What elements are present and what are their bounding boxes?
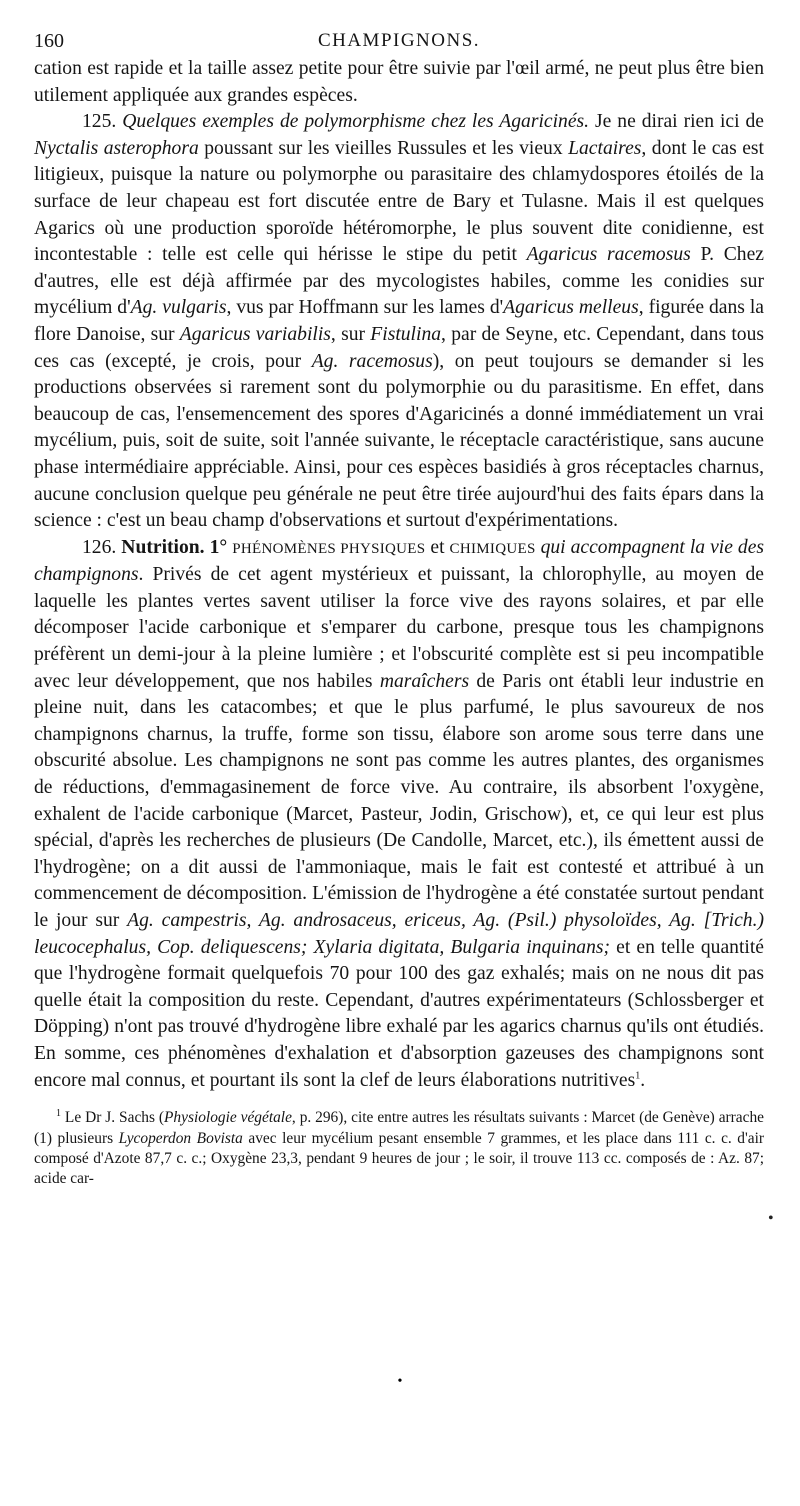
- body-text: [34, 56, 764, 1094]
- section-number: 126.: [82, 536, 117, 558]
- footnotes: [34, 1108, 764, 1190]
- footnote-mark: 1: [56, 1108, 61, 1120]
- page-header: [34, 20, 764, 56]
- section-heading: Nutrition.: [121, 536, 205, 558]
- paragraph-continuation: cation est rapide et la taille assez petite pour être suivie par l'œil armé, ne peut plus être bien utilement appliquée aux grandes espèces.: [34, 58, 764, 106]
- document-page: [34, 20, 764, 1190]
- page-ornament: •: [397, 1374, 403, 1389]
- footnote-separator: [34, 1094, 764, 1108]
- page-number: 160: [34, 30, 64, 52]
- footnote-1: $^1$ Le Dr J. Sachs (Physiologie végétale, p. 296), cite entre autres les résultats suivants : Marcet (de Genève) arrache (1) plusieurs Lycoperdon Bovista avec leur mycélium pesant ensemble 7 grammes, et les place dans 111 c. c. d'air composé d'Azote 87,7 c. c.; Oxygène 23,3, pendant 9 heures de jour ; le soir, il trouve 113 cc. composés de : Az. 87; acide car-: [34, 1108, 764, 1188]
- section-heading: Quelques exemples de polymorphisme chez les Agaricinés.: [122, 111, 590, 133]
- running-title: CHAMPIGNONS.: [317, 30, 481, 51]
- margin-mark: •: [768, 1210, 774, 1227]
- paragraph-126: 126. Nutrition. 1° PHÉNOMÈNES PHYSIQUES et CHIMIQUES qui accompagnent la vie des champignons. Privés de cet agent mystérieux et puissant, la chlorophylle, au moyen de laquelle les plantes vertes savent utiliser la force vive des rayons solaires, et par elle décomposer l'acide carbonique et s'emparer du carbone, presque tous les champignons préfèrent un demi-jour à la pleine lumière ; et l'obscurité complète est si peu incompatible avec leur développement, que nos habiles maraîchers de Paris ont établi leur industrie en pleine nuit, dans les catacombes; et que le plus parfumé, le plus savoureux de nos champignons charnus, la truffe, forme son tissu, élabore son arome sous terre dans une obscurité absolue. Les champignons ne sont pas comme les autres plantes, des organismes de réductions, d'emmagasinement de force vive. Au contraire, ils absorbent l'oxygène, exhalent de l'acide carbonique (Marcet, Pasteur, Jodin, Grischow), et, ce qui leur est plus spécial, d'après les recherches de plusieurs (De Candolle, Marcet, etc.), ils émettent aussi de l'hydrogène; on a dit aussi de l'ammoniaque, mais le fait est contesté et attribué à un commencement de décomposition. L'émission de l'hydrogène a été constatée surtout pendant le jour sur Ag. campestris, Ag. androsaceus, ericeus, Ag. (Psil.) physoloïdes, Ag. [Trich.) leucocephalus, Cop. deliquescens; Xylaria digitata, Bulgaria inquinans; et en telle quantité que l'hydrogène formait quelquefois 70 pour 100 des gaz exhalés; mais on ne nous dit pas quelle était la composition du reste. Cependant, d'autres expérimentateurs (Schlossberger et Döpping) n'ont pas trouvé d'hydrogène libre exhalé par les agarics charnus qu'ils ont étudiés. En somme, ces phénomènes d'exhalation et d'absorption gazeuses des champignons sont encore mal connus, et pourtant ils sont la clef de leurs élaborations nutritives$^1$.: [34, 536, 765, 1091]
- footnote-reference: 1: [635, 1070, 641, 1082]
- section-number: 125.: [82, 111, 117, 133]
- paragraph-125: 125. Quelques exemples de polymorphisme chez les Agaricinés. Je ne dirai rien ici de Nyctalis asterophora poussant sur les vieilles Russules et les vieux Lactaires, dont le cas est litigieux, puisque la nature ou polymorphe ou parasitaire des chlamydospores étoilés de la surface de leur chapeau est fort discutée entre de Bary et Tulasne. Mais il est quelques Agarics où une production sporoïde hétéromorphe, le plus souvent dite conidienne, est incontestable : telle est celle qui hérisse le stipe du petit Agaricus racemosus P. Chez d'autres, elle est déjà affirmée par des mycologistes habiles, comme les conidies sur mycélium d'Ag. vulgaris, vus par Hoffmann sur les lames d'Agaricus melleus, figurée dans la flore Danoise, sur Agaricus variabilis, sur Fistulina, par de Seyne, etc. Cependant, dans tous ces cas (excepté, je crois, pour Ag. racemosus), on peut toujours se demander si les productions observées si rarement sont du polymorphie ou du parasitisme. En effet, dans beaucoup de cas, l'ensemencement des spores d'Agaricinés a donné immédiatement un vrai mycélium, puis, soit de suite, soit l'année suivante, le réceptacle caractéristique, sans aucune phase intermédiaire appréciable. Ainsi, pour ces espèces basidiés à gros réceptacles charnus, aucune conclusion quelque peu générale ne peut être tirée aujourd'hui des faits épars dans la science : c'est un beau champ d'observations et surtout d'expérimentations.: [34, 111, 765, 532]
